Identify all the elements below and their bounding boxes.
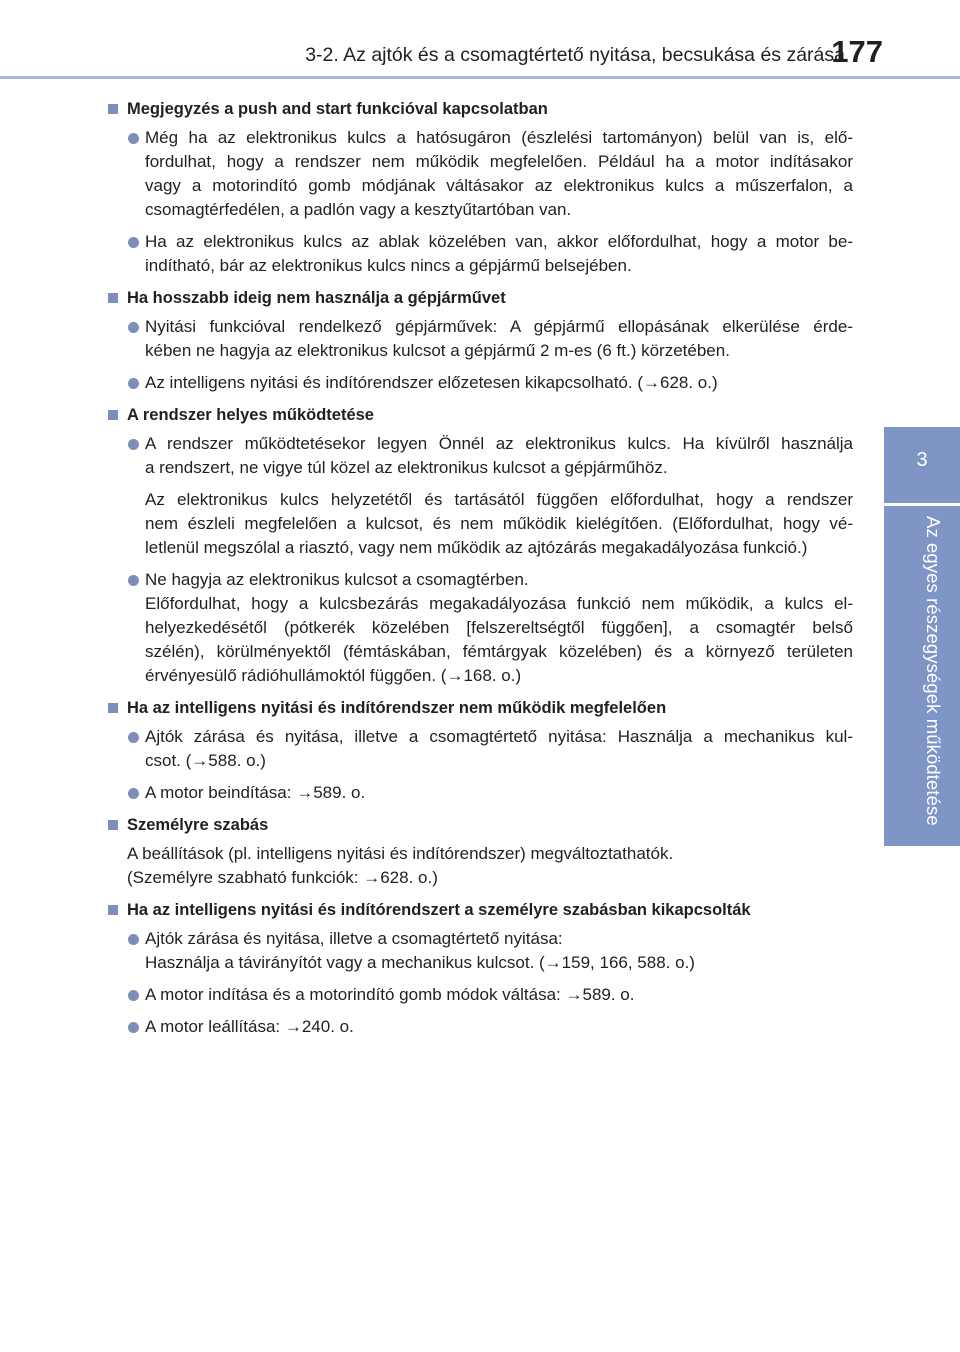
- section-heading: Ha az intelligens nyitási és indítórendszer nem működik megfelelően: [108, 696, 853, 720]
- circle-bullet-icon: [128, 322, 139, 333]
- paragraph: A beállítások (pl. intelligens nyitási és indítórendszer) megváltoztathatók. (Személyre szabható funkciók: →628. o.): [127, 844, 674, 887]
- circle-bullet-icon: [128, 934, 139, 945]
- chapter-side-bar: [884, 506, 960, 846]
- circle-bullet-icon: [128, 788, 139, 799]
- circle-bullet-icon: [128, 378, 139, 389]
- circle-bullet-icon: [128, 133, 139, 144]
- page-header: [0, 0, 960, 78]
- section-heading: A rendszer helyes működtetése: [108, 403, 853, 427]
- bullet-item: Az intelligens nyitási és indítórendszer előzetesen kikapcsolható. (→628. o.): [108, 371, 853, 395]
- page-number: 177: [831, 34, 883, 69]
- bullet-item: Nyitási funkcióval rendelkező gépjárművek: A gépjármű ellopásának elkerülése érde- kében ne hagyja az elektronikus kulcsot a gépjármű 2 m-es (6 ft.) körzetében.: [108, 315, 853, 363]
- square-bullet-icon: [108, 293, 118, 303]
- bullet-item: Ne hagyja az elektronikus kulcsot a csomagtérben. Előfordulhat, hogy a kulcsbezárás megakadályozása funkció nem működik, a kulcs el- helyezkedésétől (pótkerék közelében [felszereltségtől függően], a csomagtér belső szélén), körülményektől (fémtáskában, fémtárgyak közelében) és a környező területen érvényesülő rádióhullámoktól függően. (→168. o.): [108, 568, 853, 688]
- section-heading: Személyre szabás: [108, 813, 853, 837]
- circle-bullet-icon: [128, 439, 139, 450]
- square-bullet-icon: [108, 905, 118, 915]
- square-bullet-icon: [108, 104, 118, 114]
- square-bullet-icon: [108, 410, 118, 420]
- circle-bullet-icon: [128, 237, 139, 248]
- chapter-tab: [884, 427, 960, 503]
- chapter-number: 3: [916, 449, 928, 471]
- bullet-item: Még ha az elektronikus kulcs a hatósugáron (észlelési tartományon) belül van is, elő- fordulhat, hogy a rendszer nem működik megfelelően. Például ha a motor indításakor vagy a motorindító gomb módjának váltásakor az elektronikus kulcs a műszerfalon, a csomagtérfedélen, a padlón vagy a kesztyűtartóban van.: [108, 126, 853, 222]
- bullet-item: Ajtók zárása és nyitása, illetve a csomagtértető nyitása: Használja a mechanikus kul- csot. (→588. o.): [108, 725, 853, 773]
- bullet-item: A motor beindítása: →589. o.: [108, 781, 853, 805]
- chapter-title: Az egyes részegységek működtetése: [923, 516, 944, 826]
- header-divider: [0, 76, 960, 79]
- bullet-item: A motor leállítása: →240. o.: [108, 1015, 853, 1039]
- circle-bullet-icon: [128, 990, 139, 1001]
- section-title: 3-2. Az ajtók és a csomagtértető nyitása, becsukása és zárása: [305, 44, 845, 66]
- circle-bullet-icon: [128, 575, 139, 586]
- circle-bullet-icon: [128, 732, 139, 743]
- paragraph: Az elektronikus kulcs helyzetétől és tartásától függően előfordulhat, hogy a rendszer nem észleli megfelelően a kulcsot, és nem működik kielégítően. (Előfordulhat, hogy vé- letlenül megszólal a riasztó, vagy nem működik az ajtózárás megakadályozása funkció.): [145, 490, 853, 557]
- bullet-item: A rendszer működtetésekor legyen Önnél az elektronikus kulcs. Ha kívülről használja a rendszert, ne vigye túl közel az elektronikus kulcsot a gépjárműhöz.: [108, 432, 853, 480]
- section-heading: Ha az intelligens nyitási és indítórendszert a személyre szabásban kikapcsolták: [108, 898, 853, 922]
- bullet-item: A motor indítása és a motorindító gomb módok váltása: →589. o.: [108, 983, 853, 1007]
- square-bullet-icon: [108, 820, 118, 830]
- bullet-item: Ajtók zárása és nyitása, illetve a csomagtértető nyitása: Használja a távirányítót vagy a mechanikus kulcsot. (→159, 166, 588. o.): [108, 927, 853, 975]
- section-heading: Ha hosszabb ideig nem használja a gépjárművet: [108, 286, 853, 310]
- square-bullet-icon: [108, 703, 118, 713]
- page-content: [108, 90, 853, 1047]
- bullet-item: Ha az elektronikus kulcs az ablak közelében van, akkor előfordulhat, hogy a motor be- indítható, bár az elektronikus kulcs nincs a gépjármű belsejében.: [108, 230, 853, 278]
- circle-bullet-icon: [128, 1022, 139, 1033]
- section-heading: Megjegyzés a push and start funkcióval kapcsolatban: [108, 97, 853, 121]
